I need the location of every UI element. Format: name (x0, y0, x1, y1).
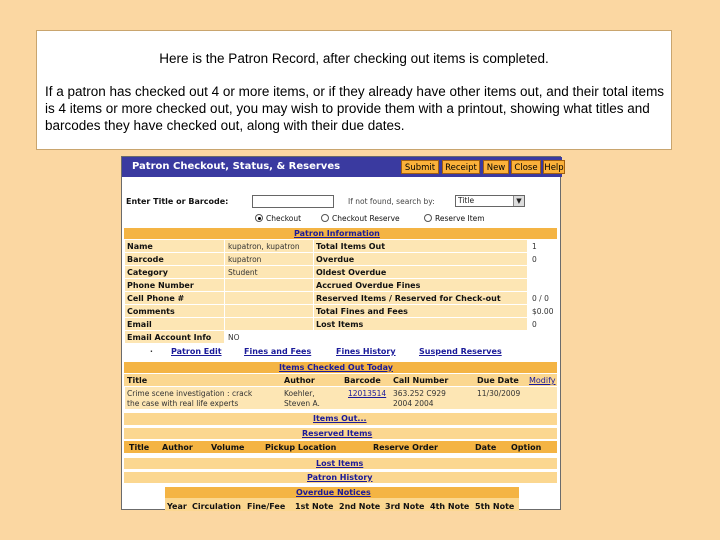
title-barcode-input[interactable] (252, 195, 334, 208)
not-found-label: If not found, search by: (348, 197, 435, 206)
od-col-2nd-note: 2nd Note (339, 502, 381, 511)
window-titlebar (122, 157, 562, 177)
cell-phone-label: Cell Phone # (127, 294, 185, 303)
suspend-reserves-link[interactable]: Suspend Reserves (419, 347, 502, 356)
od-col-1st-note: 1st Note (295, 502, 334, 511)
overdue-notices-header: Overdue Notices (296, 488, 371, 497)
res-col-author: Author (162, 443, 193, 452)
checkout-radio[interactable] (255, 214, 263, 222)
callout-paragraph: If a patron has checked out 4 or more items, or if they already have other items out, and their total items is 4 items or more checked out, you may wish to provide them with a printout, showing what titles and barcodes they have checked out, along with their due dates. (45, 84, 665, 133)
category-label: Category (127, 268, 168, 277)
reserved-items-link[interactable]: Reserved Items (302, 429, 373, 438)
comments-label: Comments (127, 307, 175, 316)
item-barcode-link[interactable]: 12013514 (348, 389, 387, 398)
item-due-date: 11/30/2009 (477, 389, 521, 398)
checkout-reserve-radio[interactable] (321, 214, 329, 222)
col-author: Author (284, 376, 315, 385)
instruction-callout (36, 30, 672, 150)
lost-items-link[interactable]: Lost Items (316, 459, 364, 468)
od-col-fine-fee: Fine/Fee (247, 502, 286, 511)
help-button[interactable]: Help (543, 160, 565, 174)
callout-heading: Here is the Patron Record, after checking out items is completed. (159, 51, 549, 66)
items-today-header: Items Checked Out Today (279, 363, 393, 372)
barcode-label: Barcode (127, 255, 164, 264)
search-by-select[interactable] (455, 195, 525, 207)
search-by-value: Title (458, 196, 475, 205)
reserve-item-radio-label: Reserve Item (435, 214, 485, 223)
chevron-down-icon: ▼ (513, 196, 524, 206)
name-label: Name (127, 242, 153, 251)
od-col-3rd-note: 3rd Note (385, 502, 425, 511)
overdue-value: 0 (532, 255, 537, 264)
email-account-info-label: Email Account Info (127, 333, 212, 342)
submit-button[interactable]: Submit (401, 160, 439, 174)
name-value: kupatron, kupatron (228, 242, 300, 251)
patron-edit-link[interactable]: Patron Edit (171, 347, 222, 356)
phone-label: Phone Number (127, 281, 194, 290)
col-call-number: Call Number (393, 376, 449, 385)
col-barcode: Barcode (344, 376, 381, 385)
barcode-value: kupatron (228, 255, 262, 264)
close-button[interactable]: Close (511, 160, 541, 174)
col-title: Title (127, 376, 148, 385)
accrued-fines-label: Accrued Overdue Fines (316, 281, 421, 290)
od-col-circulation: Circulation (192, 502, 241, 511)
total-fines-fees-value: $0.00 (532, 307, 554, 316)
res-col-option: Option (511, 443, 542, 452)
total-items-out-value: 1 (532, 242, 537, 251)
item-call-line2: 2004 2004 (393, 399, 434, 408)
res-col-title: Title (129, 443, 150, 452)
receipt-button[interactable]: Receipt (442, 160, 480, 174)
od-col-5th-note: 5th Note (475, 502, 515, 511)
items-out-link[interactable]: Items Out... (313, 414, 367, 423)
item-title-line1: Crime scene investigation : crack (127, 389, 253, 398)
od-col-year: Year (167, 502, 187, 511)
item-title-line2: the case with real life experts (127, 399, 239, 408)
email-account-info-value: NO (228, 333, 240, 342)
oldest-overdue-label: Oldest Overdue (316, 268, 387, 277)
lost-items-label: Lost Items (316, 320, 364, 329)
links-bullet: · (150, 347, 153, 356)
patron-history-link[interactable]: Patron History (307, 473, 373, 482)
item-author-line1: Koehler, (284, 389, 315, 398)
res-col-pickup-location: Pickup Location (265, 443, 337, 452)
fines-history-link[interactable]: Fines History (336, 347, 396, 356)
res-col-date: Date (475, 443, 497, 452)
total-fines-fees-label: Total Fines and Fees (316, 307, 408, 316)
patron-record-window (121, 156, 564, 511)
res-col-reserve-order: Reserve Order (373, 443, 438, 452)
modify-link[interactable]: Modify (529, 376, 556, 385)
overdue-label: Overdue (316, 255, 355, 264)
fines-and-fees-link[interactable]: Fines and Fees (244, 347, 312, 356)
email-label: Email (127, 320, 152, 329)
od-col-4th-note: 4th Note (430, 502, 470, 511)
col-due-date: Due Date (477, 376, 519, 385)
reserve-item-radio[interactable] (424, 214, 432, 222)
category-value: Student (228, 268, 258, 277)
window-title: Patron Checkout, Status, & Reserves (132, 161, 341, 172)
patron-info-header: Patron Information (294, 229, 380, 238)
checkout-radio-label: Checkout (266, 214, 302, 223)
res-col-volume: Volume (211, 443, 245, 452)
item-author-line2: Steven A. (284, 399, 320, 408)
reserved-items-label: Reserved Items / Reserved for Check-out (316, 294, 501, 303)
new-button[interactable]: New (483, 160, 509, 174)
entry-label: Enter Title or Barcode: (126, 197, 229, 206)
total-items-out-label: Total Items Out (316, 242, 386, 251)
reserved-items-value: 0 / 0 (532, 294, 549, 303)
lost-items-value: 0 (532, 320, 537, 329)
item-call-line1: 363.252 C929 (393, 389, 446, 398)
checkout-reserve-radio-label: Checkout Reserve (332, 214, 400, 223)
